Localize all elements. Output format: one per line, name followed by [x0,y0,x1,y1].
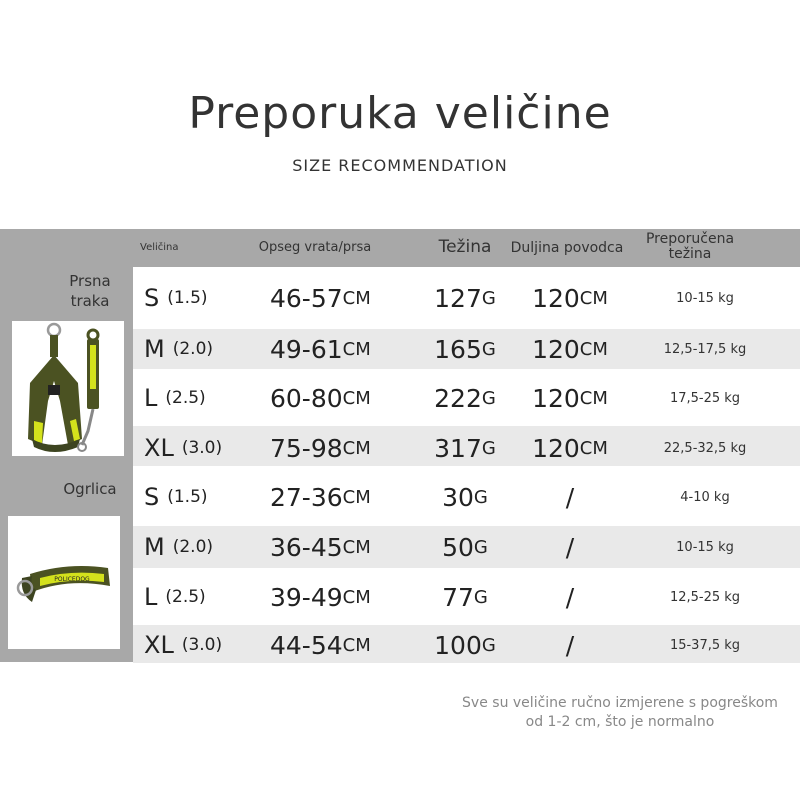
recommended-weight-value: 22,5-32,5 kg [663,440,747,456]
leash-cell [515,527,625,567]
size-letter: S [144,483,160,511]
weight-unit: G [481,387,496,409]
harness-photo [12,321,124,456]
size-number: (3.0) [181,438,223,458]
leash-value: / [565,532,575,562]
weight-unit: G [481,338,496,360]
collar-photo [8,516,120,649]
page-title: Preporuka veličine [188,88,612,139]
range-value: 44-54 [270,630,343,660]
weight-value: 222 [434,383,482,413]
recommended-weight-cell [640,329,770,369]
weight-unit: G [473,586,488,608]
recommended-weight-value: 17,5-25 kg [669,390,741,406]
recommended-weight-value: 10-15 kg [676,290,734,306]
neck-chest-cell [270,625,400,665]
leash-value: 120 [532,334,580,364]
size-cell [144,329,244,369]
leash-value: / [565,482,575,512]
leash-value: 120 [532,283,580,313]
leash-cell [515,577,625,617]
group-label-collar: Ogrlica [63,480,117,498]
recommended-weight-cell [640,428,770,468]
size-number: (3.0) [181,635,223,655]
leash-cell [515,378,625,418]
range-value: 27-36 [270,482,343,512]
size-number: (2.5) [165,388,206,408]
recommended-weight-cell [640,577,770,617]
recommended-weight-cell [640,378,770,418]
column-header-neck-chest: Opseg vrata/prsa [258,240,372,256]
size-number: (2.0) [172,339,214,359]
column-header-recommended-weight: Preporučena težina [645,231,735,262]
size-cell [144,428,244,468]
size-cell [144,278,244,318]
recommended-weight-value: 15-37,5 kg [669,637,741,653]
range-unit: CM [342,287,371,309]
neck-chest-cell [270,577,400,617]
recommended-weight-value: 10-15 kg [676,539,734,555]
recommended-weight-value: 12,5-25 kg [669,589,741,605]
neck-chest-cell [270,477,400,517]
weight-value: 77 [442,582,474,612]
neck-chest-cell [270,428,400,468]
weight-unit: G [481,634,496,656]
range-value: 60-80 [270,383,343,413]
size-number: (1.5) [167,288,208,308]
weight-value: 100 [434,630,482,660]
leash-value: / [565,630,575,660]
measurement-note: Sve su veličine ručno izmjerene s pogreškom od 1-2 cm, što je normalno [462,695,778,730]
range-value: 46-57 [270,283,343,313]
neck-chest-cell [270,329,400,369]
weight-cell [425,527,505,567]
leash-unit: CM [579,387,608,409]
leash-cell [515,477,625,517]
range-value: 75-98 [270,433,343,463]
range-unit: CM [342,634,371,656]
recommended-weight-value: 4-10 kg [680,489,730,505]
size-cell [144,527,244,567]
column-header-leash-length: Duljina povodca [510,239,624,256]
size-letter: XL [144,631,174,659]
recommended-weight-value: 12,5-17,5 kg [663,341,747,357]
size-cell [144,625,244,665]
weight-cell [425,477,505,517]
collar-badge-text: POLICEDOG [54,576,90,583]
group-label-harness: Prsna traka [69,272,111,310]
weight-value: 317 [434,433,482,463]
leash-value: / [565,582,575,612]
recommended-weight-cell [640,477,770,517]
collar-image [8,516,120,649]
range-unit: CM [342,586,371,608]
neck-chest-cell [270,278,400,318]
leash-cell [515,625,625,665]
weight-unit: G [473,536,488,558]
range-value: 36-45 [270,532,343,562]
weight-unit: G [481,287,496,309]
column-header-size: Veličina [140,241,179,253]
size-number: (1.5) [167,487,208,507]
weight-cell [425,625,505,665]
column-header-weight: Težina [438,237,492,258]
weight-value: 50 [442,532,474,562]
recommended-weight-cell [640,278,770,318]
range-value: 39-49 [270,582,343,612]
neck-chest-cell [270,527,400,567]
leash-value: 120 [532,383,580,413]
weight-value: 30 [442,482,474,512]
weight-cell [425,428,505,468]
weight-value: 127 [434,283,482,313]
leash-cell [515,329,625,369]
size-cell [144,577,244,617]
size-letter: M [144,533,165,561]
weight-value: 165 [434,334,482,364]
size-letter: XL [144,434,174,462]
size-number: (2.5) [165,587,206,607]
leash-unit: CM [579,338,608,360]
harness-and-leash-image [12,321,124,456]
leash-cell [515,428,625,468]
weight-cell [425,278,505,318]
range-unit: CM [342,437,371,459]
size-cell [144,378,244,418]
weight-cell [425,378,505,418]
weight-unit: G [481,437,496,459]
range-unit: CM [342,486,371,508]
leash-cell [515,278,625,318]
recommended-weight-cell [640,625,770,665]
leash-unit: CM [579,287,608,309]
leash-value: 120 [532,433,580,463]
range-unit: CM [342,338,371,360]
weight-unit: G [473,486,488,508]
neck-chest-cell [270,378,400,418]
leash-unit: CM [579,437,608,459]
weight-cell [425,577,505,617]
size-letter: L [144,384,158,412]
size-letter: S [144,284,160,312]
weight-cell [425,329,505,369]
recommended-weight-cell [640,527,770,567]
size-letter: L [144,583,158,611]
range-unit: CM [342,536,371,558]
size-letter: M [144,335,165,363]
size-cell [144,477,244,517]
range-unit: CM [342,387,371,409]
size-number: (2.0) [172,537,214,557]
range-value: 49-61 [270,334,343,364]
page-subtitle: SIZE RECOMMENDATION [292,156,508,175]
